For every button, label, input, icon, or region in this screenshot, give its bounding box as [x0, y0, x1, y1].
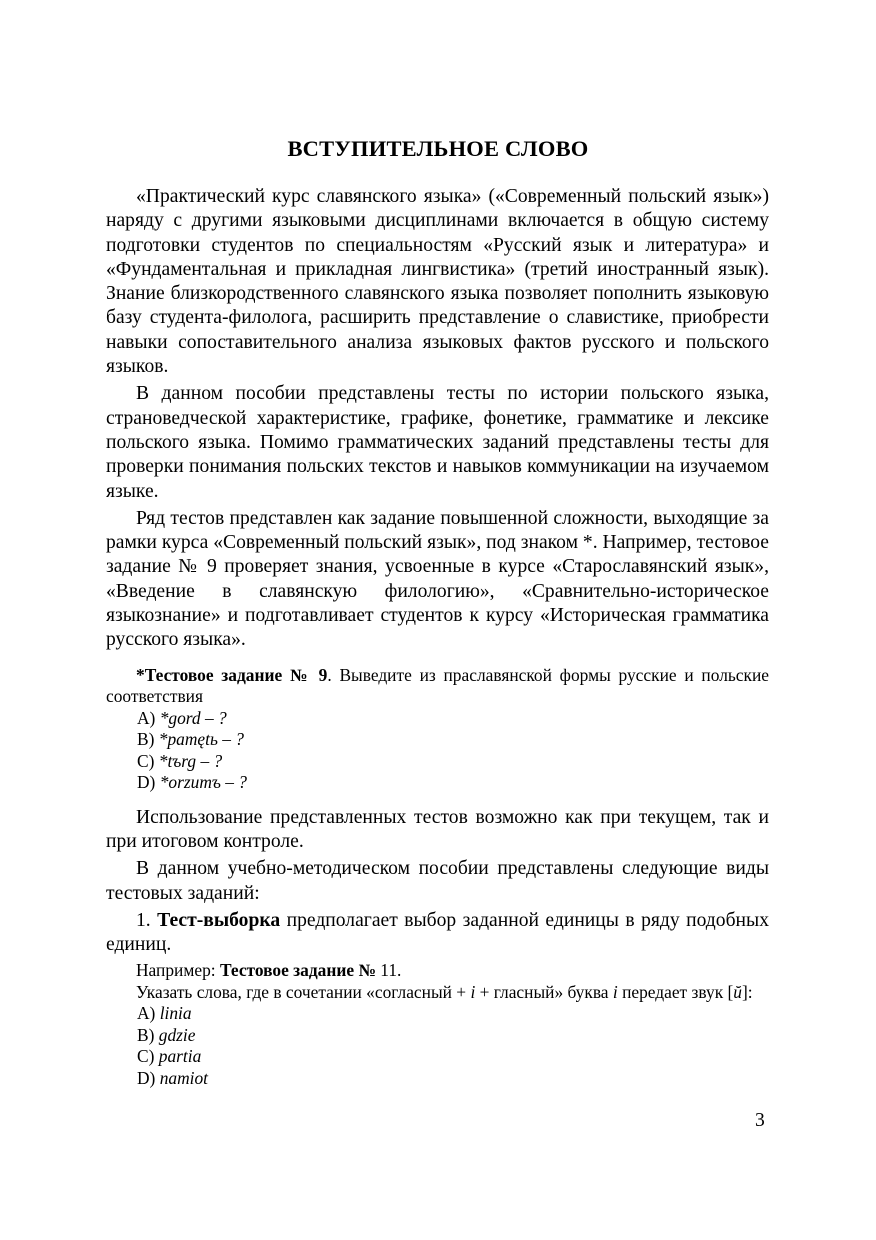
- body-text: [106, 185, 769, 1089]
- paragraph: В данном учебно-методическом пособии представлены следующие виды тестовых заданий:: [106, 858, 769, 904]
- paragraph: В данном пособии представлены тесты по истории польского языка, страноведческой характеристике, графике, фонетике, грамматике и лексике польского языка. Помимо грамматических заданий представлены тесты для проверки понимания польских текстов и навыков коммуникации на изучаемом языке.: [106, 383, 769, 502]
- task-option: А) *gord – ?: [137, 707, 227, 728]
- example-heading: Например: Тестовое задание № 11.: [136, 960, 402, 981]
- example-option: D) namiot: [137, 1067, 209, 1088]
- task-9-text: . Выведите из праславянской формы русские и польские соответствия: [106, 664, 769, 707]
- example-option: В) gdzie: [137, 1024, 196, 1045]
- list-item-1: 1. Тест-выборка предполагает выбор заданной единицы в ряду подобных единиц.: [106, 909, 769, 956]
- task-option: D) *orzumъ – ?: [137, 772, 247, 793]
- task-9-heading: [106, 665, 769, 708]
- paragraph: Использование представленных тестов возможно как при текущем, так и при итоговом контроле.: [106, 806, 769, 852]
- task-option: С) *tъrg – ?: [137, 750, 223, 771]
- page-number: 3: [755, 1110, 765, 1131]
- paragraph: «Практический курс славянского языка» («Современный польский язык») наряду с другими языковыми дисциплинами включается в общую систему подготовки студентов по специальностям «Русский язык и литература» и «Фундаментальная и прикладная лингвистика» (третий иностранный язык). Знание близкородственного славянского языка позволяет пополнить языковую базу студента-филолога, расширить представление о славистике, приобрести навыки сопоставительного анализа языковых фактов русского и польского языков.: [106, 186, 769, 378]
- example-option: С) partia: [137, 1046, 202, 1067]
- example-instruction: Указать слова, где в сочетании «согласный + i + гласный» буква i передает звук [ŭ]:: [136, 981, 753, 1002]
- paragraph: Ряд тестов представлен как задание повышенной сложности, выходящие за рамки курса «Современный польский язык», под знаком *. Например, тестовое задание № 9 проверяет знания, усвоенные в курсе «Старославянский язык», «Введение в славянскую филологию», «Сравнительно-историческое языкознание» и подготавливает студентов к курсу «Историческая грамматика русского языка».: [106, 507, 769, 651]
- example-block: [106, 960, 769, 1089]
- example-option: А) linia: [137, 1003, 192, 1024]
- task-9-block: [106, 665, 769, 794]
- term-bold: Тест-выборка: [157, 909, 281, 931]
- task-option: В) *pamętь – ?: [137, 729, 244, 750]
- task-9-label: *Тестовое задание № 9: [136, 664, 328, 685]
- page-title: ВСТУПИТЕЛЬНОЕ СЛОВО: [287, 136, 589, 161]
